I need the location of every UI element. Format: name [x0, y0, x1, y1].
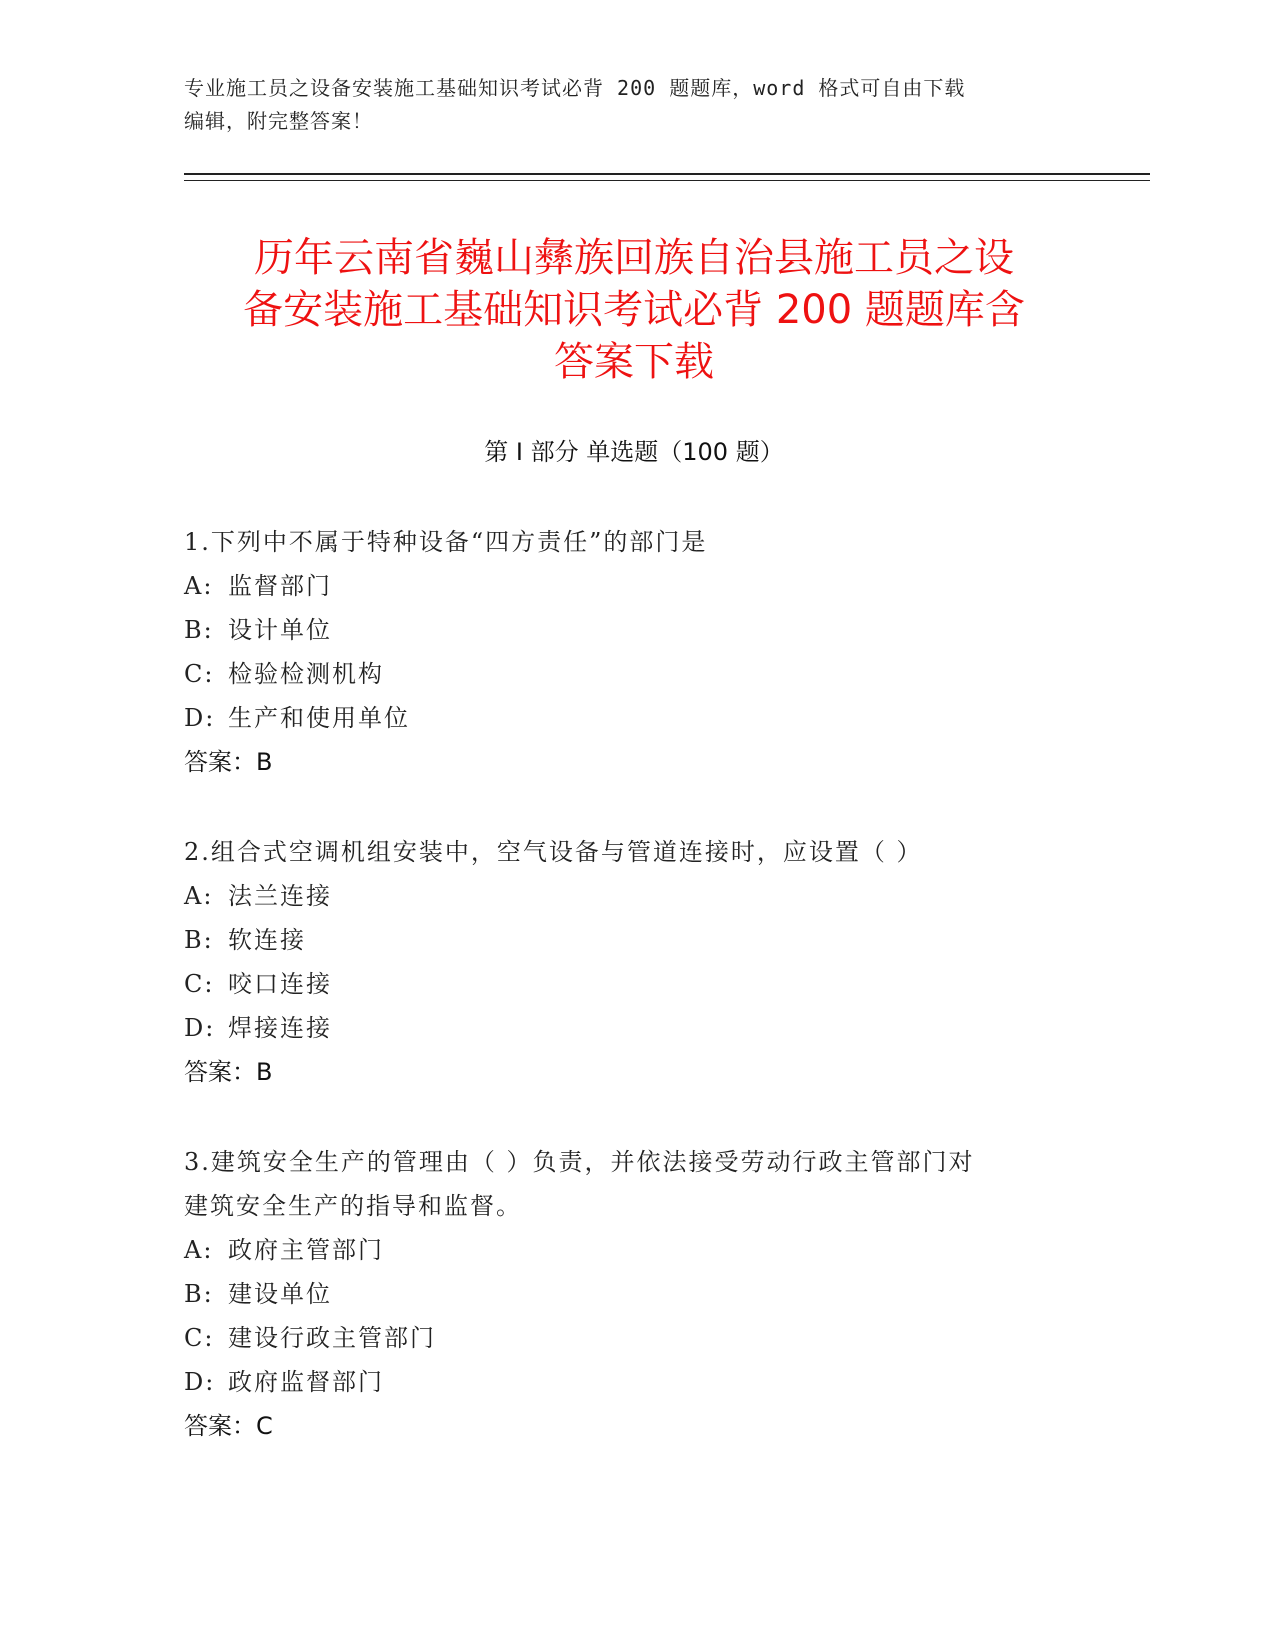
answer: 答案：C — [184, 1412, 273, 1440]
question-text: 3.建筑安全生产的管理由（ ）负责，并依法接受劳动行政主管部门对 — [184, 1148, 975, 1176]
question-3 — [184, 1140, 1084, 1448]
option-c — [184, 962, 1084, 1006]
header-note-line-1: 专业施工员之设备安装施工基础知识考试必背 200 题题库，word 格式可自由下载 — [184, 76, 966, 100]
option-letter: C: — [184, 1324, 215, 1352]
question-list — [184, 520, 1084, 1494]
option-text: 焊接连接 — [228, 1014, 332, 1042]
option-letter: B: — [184, 926, 214, 954]
option-letter: B: — [184, 1280, 214, 1308]
answer: 答案：B — [184, 748, 273, 776]
option-a — [184, 564, 1084, 608]
option-letter: D: — [184, 1368, 216, 1396]
option-d — [184, 696, 1084, 740]
option-letter: A: — [184, 882, 214, 910]
option-letter: C: — [184, 970, 215, 998]
option-a — [184, 1228, 1084, 1272]
answer: 答案：B — [184, 1058, 273, 1086]
option-text: 咬口连接 — [228, 970, 332, 998]
option-c — [184, 1316, 1084, 1360]
option-letter: B: — [184, 616, 214, 644]
option-text: 软连接 — [228, 926, 306, 954]
option-letter: A: — [184, 1236, 214, 1264]
option-letter: C: — [184, 660, 215, 688]
document-title-line-3: 答案下载 — [554, 339, 714, 385]
option-b — [184, 918, 1084, 962]
option-b — [184, 608, 1084, 652]
header-divider-thin — [184, 180, 1150, 181]
option-text: 监督部门 — [228, 572, 332, 600]
document-title-line-1: 历年云南省巍山彝族回族自治县施工员之设 — [254, 235, 1014, 281]
question-text: 2.组合式空调机组安装中，空气设备与管道连接时，应设置（ ） — [184, 838, 923, 866]
document-title-line-2: 备安装施工基础知识考试必背 200 题题库含 — [243, 287, 1025, 333]
option-text: 建设行政主管部门 — [228, 1324, 436, 1352]
header-divider-thick — [184, 173, 1150, 175]
option-a — [184, 874, 1084, 918]
question-2 — [184, 830, 1084, 1094]
option-d — [184, 1360, 1084, 1404]
option-text: 建设单位 — [228, 1280, 332, 1308]
option-letter: D: — [184, 704, 216, 732]
question-text-continued: 建筑安全生产的指导和监督。 — [184, 1192, 522, 1220]
option-text: 设计单位 — [228, 616, 332, 644]
option-c — [184, 652, 1084, 696]
question-text: 1.下列中不属于特种设备“四方责任”的部门是 — [184, 528, 708, 556]
option-letter: D: — [184, 1014, 216, 1042]
option-b — [184, 1272, 1084, 1316]
option-text: 政府监督部门 — [228, 1368, 384, 1396]
section-title: 第 I 部分 单选题（100 题） — [484, 438, 784, 466]
header-note-line-2: 编辑，附完整答案！ — [184, 109, 373, 133]
option-letter: A: — [184, 572, 214, 600]
option-text: 政府主管部门 — [228, 1236, 384, 1264]
document-title — [184, 232, 1084, 388]
option-d — [184, 1006, 1084, 1050]
question-1 — [184, 520, 1084, 784]
option-text: 法兰连接 — [228, 882, 332, 910]
option-text: 生产和使用单位 — [228, 704, 410, 732]
option-text: 检验检测机构 — [228, 660, 384, 688]
header-note — [184, 72, 1064, 138]
